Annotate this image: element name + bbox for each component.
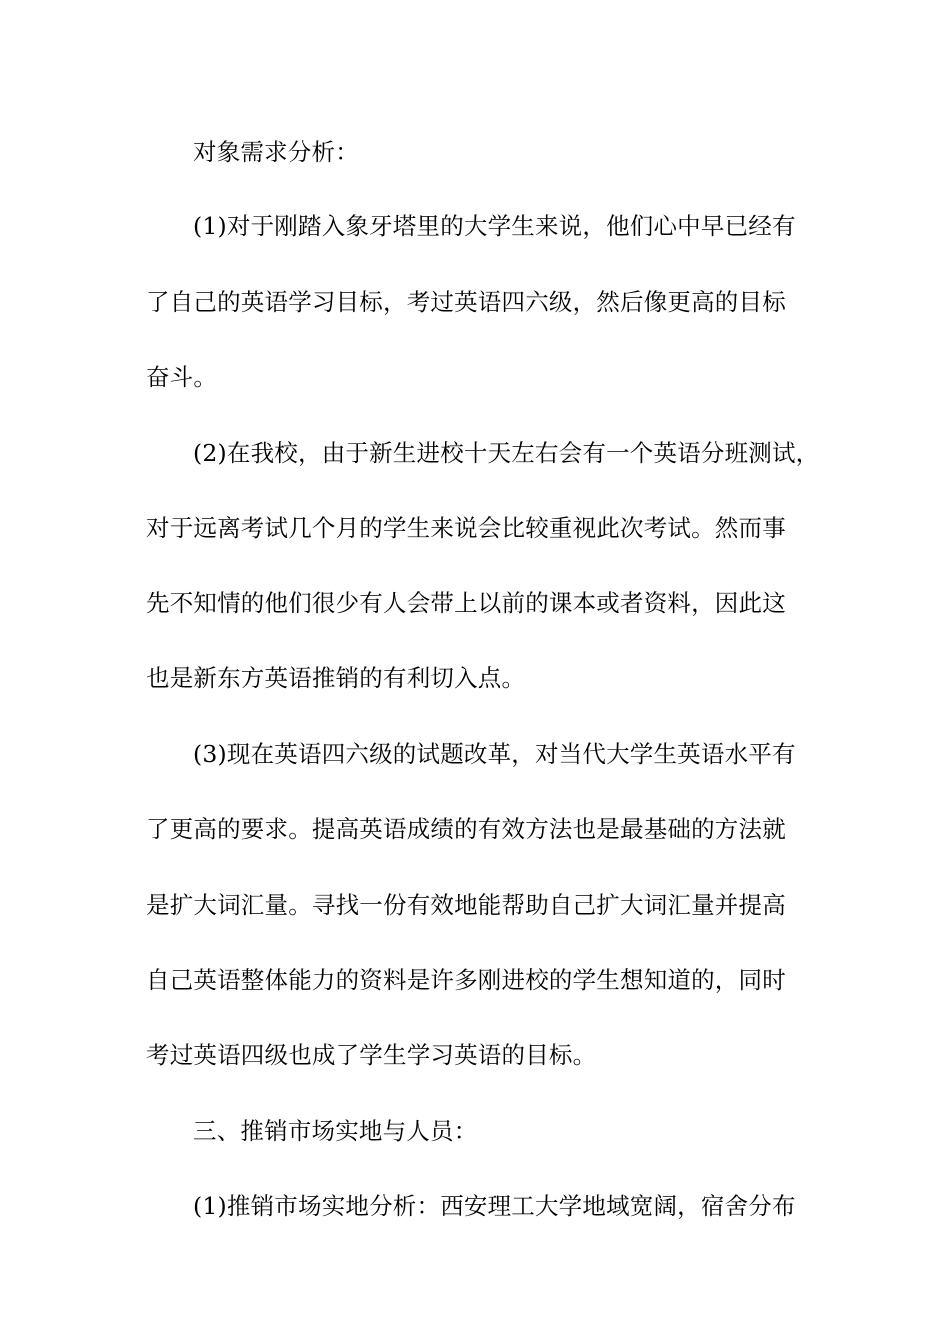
section-heading-market-and-staff: 三、推销市场实地与人员： bbox=[193, 1117, 478, 1145]
paragraph-line: 了自己的英语学习目标，考过英语四六级，然后像更高的目标 bbox=[146, 288, 786, 316]
paragraph-line: (2)在我校，由于新生进校十天左右会有一个英语分班测试， bbox=[193, 439, 820, 467]
paragraph-line: 奋斗。 bbox=[146, 363, 218, 391]
paragraph-line: 是扩大词汇量。寻找一份有效地能帮助自己扩大词汇量并提高 bbox=[146, 891, 786, 919]
paragraph-line: 了更高的要求。提高英语成绩的有效方法也是最基础的方法就 bbox=[146, 815, 786, 843]
paragraph-line: (3)现在英语四六级的试题改革，对当代大学生英语水平有 bbox=[193, 740, 796, 768]
paragraph-line: 也是新东方英语推销的有利切入点。 bbox=[146, 664, 526, 692]
paragraph-line: 考过英语四级也成了学生学习英语的目标。 bbox=[146, 1041, 597, 1069]
paragraph-line: (1)对于刚踏入象牙塔里的大学生来说，他们心中早已经有 bbox=[193, 212, 796, 240]
paragraph-line: 对于远离考试几个月的学生来说会比较重视此次考试。然而事 bbox=[146, 514, 786, 542]
paragraph-line: 自己英语整体能力的资料是许多刚进校的学生想知道的，同时 bbox=[146, 966, 786, 994]
section-heading-audience-analysis: 对象需求分析： bbox=[193, 138, 359, 166]
paragraph-line: (1)推销市场实地分析：西安理工大学地域宽阔，宿舍分布 bbox=[193, 1192, 796, 1220]
paragraph-line: 先不知情的他们很少有人会带上以前的课本或者资料，因此这 bbox=[146, 589, 786, 617]
